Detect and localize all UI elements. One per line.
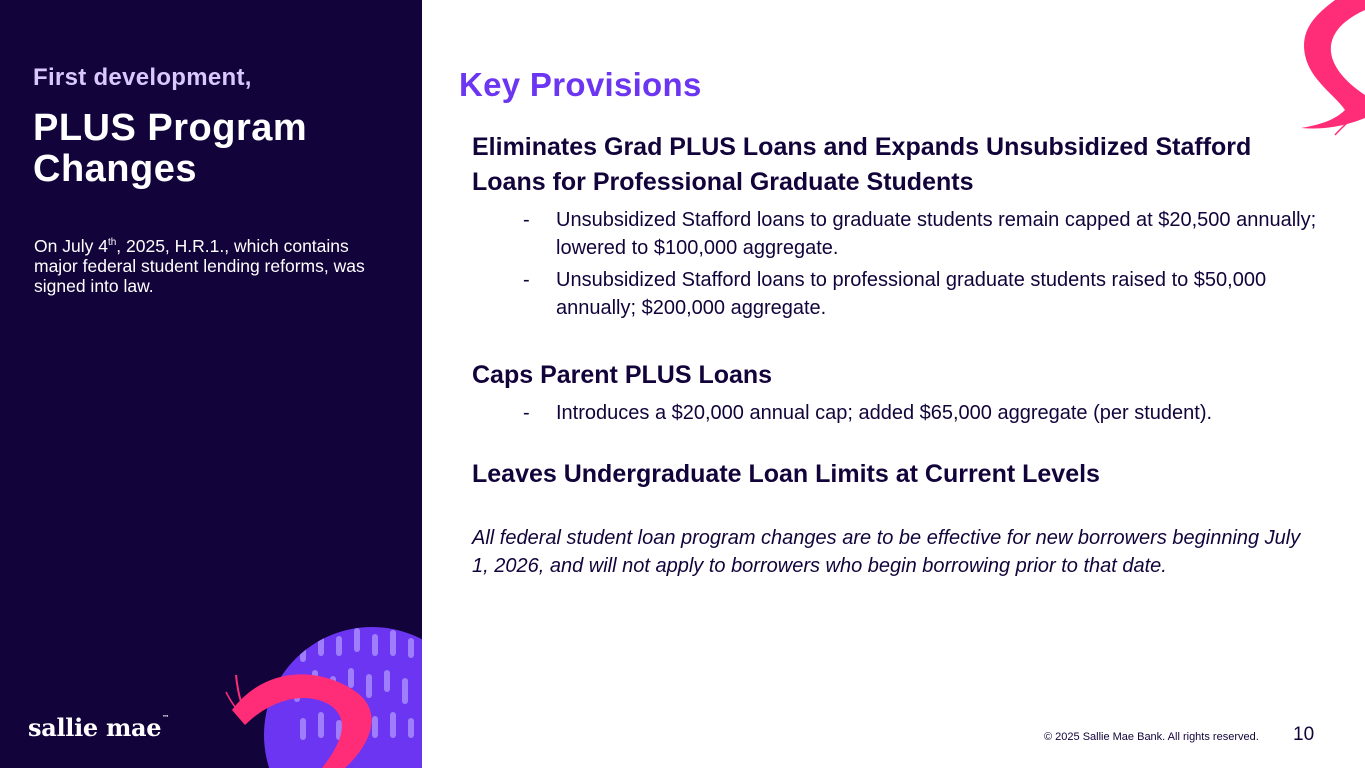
decorative-brushstroke-graphic: [0, 600, 422, 768]
section-title: Key Provisions: [459, 66, 702, 103]
bullet-text: Unsubsidized Stafford loans to graduate students remain capped at $20,500 annually; lowered to $100,000 aggregate.: [556, 209, 1317, 259]
provision-heading: Eliminates Grad PLUS Loans and Expands Unsubsidized Stafford Loans for Professional Graduate Students: [472, 133, 1252, 196]
logo-text: sallie mae: [28, 713, 162, 742]
bullet-marker: -: [523, 209, 530, 231]
sallie-mae-logo: [28, 713, 169, 742]
bullet-marker: -: [523, 402, 530, 424]
page-title: PLUS Program Changes: [33, 107, 308, 190]
provision-bullet-list: [523, 399, 1332, 427]
intro-text-start: On July 4: [34, 236, 108, 256]
provision-bullet-list: [523, 206, 1332, 322]
page-number: 10: [1293, 724, 1315, 745]
provision-section: [472, 358, 1332, 427]
sidebar-panel: [0, 0, 422, 768]
bullet-marker: -: [523, 269, 530, 291]
kicker-text: First development,: [33, 64, 252, 91]
bullet-text: Introduces a $20,000 annual cap; added $65,000 aggregate (per student).: [556, 402, 1213, 424]
bullet-text: Unsubsidized Stafford loans to professional graduate students raised to $50,000 annually; $200,000 aggregate.: [556, 269, 1267, 319]
provision-heading: Leaves Undergraduate Loan Limits at Current Levels: [472, 460, 1100, 488]
effective-date-note: All federal student loan program changes are to be effective for new borrowers beginning July 1, 2026, and will not apply to borrowers who begin borrowing prior to that date.: [472, 527, 1301, 577]
copyright-text: © 2025 Sallie Mae Bank. All rights reserved.: [1044, 731, 1259, 743]
list-item: [523, 206, 1332, 262]
intro-text-end: , 2025, H.R.1., which contains major federal student lending reforms, was signed into law.: [34, 236, 365, 296]
intro-text: [34, 236, 394, 296]
provision-section: [472, 457, 1332, 492]
decorative-brushstroke-top-right: [1295, 0, 1365, 145]
logo-trademark: ™: [162, 713, 169, 722]
intro-text-superscript: th: [107, 237, 117, 249]
provision-heading: Caps Parent PLUS Loans: [472, 361, 773, 389]
provision-section: [472, 130, 1332, 322]
list-item: [523, 399, 1332, 427]
provisions-content: [472, 130, 1332, 580]
list-item: [523, 266, 1332, 322]
